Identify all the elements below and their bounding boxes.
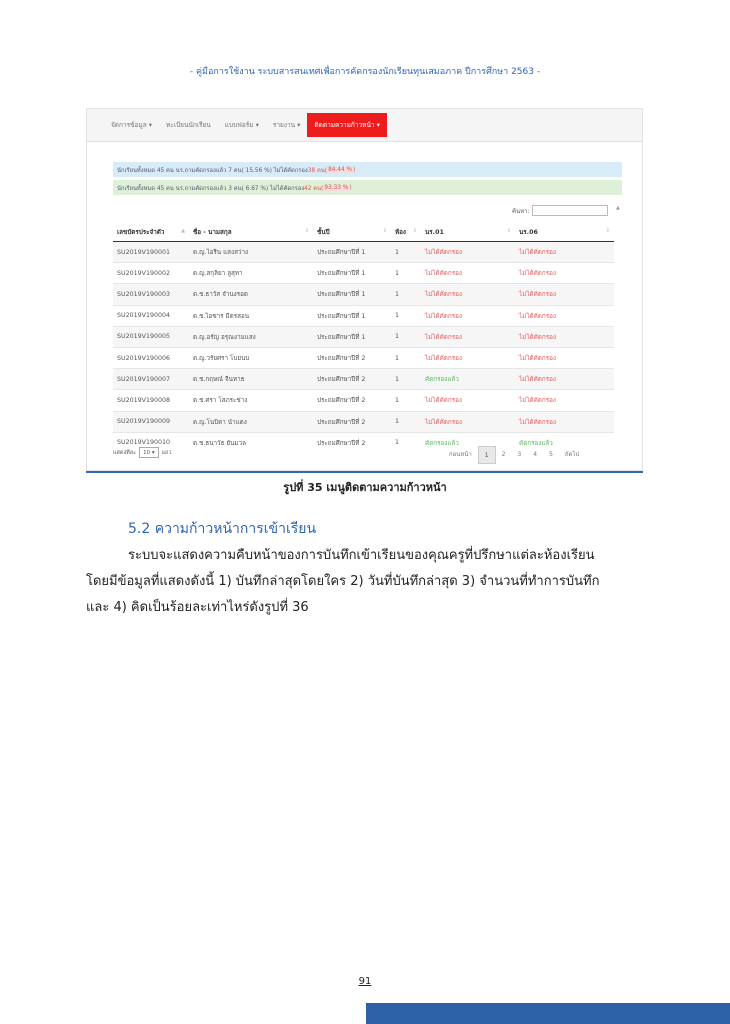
- table-body: [113, 242, 614, 453]
- pagination-next[interactable]: ถัดไป: [564, 451, 580, 458]
- sort-icon: ⇕: [506, 228, 511, 234]
- sort-icon: ⇕: [412, 228, 417, 234]
- sort-icon: ⇕: [382, 228, 387, 234]
- pagination-page-2[interactable]: 2: [501, 450, 506, 458]
- cell-room: 1: [391, 411, 421, 432]
- screenshot-figure: [86, 108, 643, 471]
- cell-student-name: ด.ญ.สกุลิยา ลูสุทา: [189, 263, 313, 284]
- table-row[interactable]: [113, 284, 614, 305]
- cell-nr06-status: ไม่ได้คัดกรอง: [515, 284, 614, 305]
- page-number: 91: [358, 976, 372, 987]
- section-title: 5.2 ความก้าวหน้าการเข้าเรียน: [128, 521, 317, 537]
- cell-student-id: SU2019V190003: [113, 284, 189, 305]
- table-row[interactable]: [113, 347, 614, 368]
- cell-student-name: ด.ช.ศรา โสภระช่าง: [189, 390, 313, 411]
- cell-student-id: SU2019V190007: [113, 369, 189, 390]
- cell-nr06-status: ไม่ได้คัดกรอง: [515, 242, 614, 263]
- paragraph-line: และ 4) คิดเป็นร้อยละเท่าไหร่ดังรูปที่ 36: [86, 600, 309, 615]
- cell-nr06-status: ไม่ได้คัดกรอง: [515, 347, 614, 368]
- pagination-page-1[interactable]: 1: [478, 446, 496, 464]
- cell-room: 1: [391, 242, 421, 263]
- cell-nr01-status: ไม่ได้คัดกรอง: [421, 263, 515, 284]
- cell-grade: ประถมศึกษาปีที่ 2: [313, 347, 391, 368]
- cell-grade: ประถมศึกษาปีที่ 2: [313, 369, 391, 390]
- cell-nr01-status: ไม่ได้คัดกรอง: [421, 411, 515, 432]
- nav-item-forms[interactable]: แบบฟอร์ม ▾: [224, 121, 259, 129]
- column-header-name[interactable]: ชื่อ - นามสกุล ⇕: [189, 223, 313, 242]
- sort-asc-icon: ▲: [181, 228, 185, 234]
- pagination-page-5[interactable]: 5: [549, 450, 553, 458]
- cell-grade: ประถมศึกษาปีที่ 1: [313, 305, 391, 326]
- cell-nr06-status: ไม่ได้คัดกรอง: [515, 390, 614, 411]
- table-row[interactable]: [113, 263, 614, 284]
- paragraph-line: ระบบจะแสดงความคืบหน้าของการบันทึกเข้าเรียนของคุณครูที่ปรึกษาแต่ละห้องเรียน: [128, 548, 595, 563]
- search-group: [512, 205, 608, 216]
- cell-nr06-status: ไม่ได้คัดกรอง: [515, 326, 614, 347]
- cell-room: 1: [391, 390, 421, 411]
- alert-close-paren: ): [349, 184, 352, 191]
- column-header-grade[interactable]: ชั้นปี ⇕: [313, 223, 391, 242]
- figure-bottom-rule: [86, 471, 643, 473]
- cell-room: 1: [391, 305, 421, 326]
- cell-student-id: SU2019V190008: [113, 390, 189, 411]
- cell-grade: ประถมศึกษาปีที่ 2: [313, 411, 391, 432]
- table-row[interactable]: [113, 369, 614, 390]
- alert-close-paren: ): [353, 166, 356, 173]
- figure-caption: รูปที่ 35 เมนูติดตามความก้าวหน้า: [283, 481, 447, 494]
- pagination-page-4[interactable]: 4: [533, 450, 538, 458]
- chevron-down-icon: ▾: [151, 449, 155, 456]
- cell-student-name: ด.ช.ธาวัส จำนงรอด: [189, 284, 313, 305]
- table-row[interactable]: [113, 305, 614, 326]
- alert-count: 42 คน(: [304, 185, 324, 192]
- cell-grade: ประถมศึกษาปีที่ 1: [313, 284, 391, 305]
- cell-room: 1: [391, 432, 421, 453]
- cell-room: 1: [391, 347, 421, 368]
- cell-grade: ประถมศึกษาปีที่ 1: [313, 326, 391, 347]
- pagination: [443, 446, 585, 464]
- cell-student-name: ด.ช.กฤษณ์ จีนทาธ: [189, 369, 313, 390]
- cell-nr06-status: ไม่ได้คัดกรอง: [515, 263, 614, 284]
- body-paragraph: [86, 543, 648, 621]
- cell-student-id: SU2019V190010: [113, 432, 189, 453]
- cell-nr01-status: คัดกรองแล้ว: [421, 369, 515, 390]
- page-length-suffix: แถว: [161, 449, 172, 456]
- progress-table: [113, 223, 614, 453]
- cell-student-name: ด.ญ.ไอรีน แสงสว่าง: [189, 242, 313, 263]
- table-row[interactable]: [113, 390, 614, 411]
- column-header-room[interactable]: ห้อง ⇕: [391, 223, 421, 242]
- table-row[interactable]: [113, 242, 614, 263]
- cell-nr06-status: คัดกรองแล้ว: [515, 432, 614, 453]
- column-header-nr01[interactable]: นร.01 ⇕: [421, 223, 515, 242]
- document-header: - คู่มือการใช้งาน ระบบสารสนเทศเพื่อการคัดกรองนักเรียนทุนเสมอภาค ปีการศึกษา 2563 -: [189, 67, 541, 77]
- pagination-page-3[interactable]: 3: [517, 450, 522, 458]
- cell-grade: ประถมศึกษาปีที่ 2: [313, 432, 391, 453]
- cell-room: 1: [391, 284, 421, 305]
- cell-student-name: ด.ญ.อรัญ อรุณงามแสง: [189, 326, 313, 347]
- cell-nr01-status: คัดกรองแล้ว: [421, 432, 515, 453]
- search-input[interactable]: [532, 205, 608, 216]
- nav-item-student-registry[interactable]: ทะเบียนนักเรียน: [166, 121, 211, 129]
- search-label: ค้นหา:: [512, 207, 530, 215]
- cell-room: 1: [391, 326, 421, 347]
- alert-summary-info: [113, 162, 622, 177]
- table-header-row: [113, 223, 614, 242]
- cell-nr01-status: ไม่ได้คัดกรอง: [421, 305, 515, 326]
- cell-student-name: ด.ญ.โนบิตา นำแดง: [189, 411, 313, 432]
- sort-icon: ⇕: [304, 228, 309, 234]
- alert-text: นักเรียนทั้งหมด 45 คน นร.ถามคัดกรองแล้ว 7 คน( 15.56 %) ไม่ได้คัดกรอง: [117, 167, 308, 174]
- paragraph-line: โดยมีข้อมูลที่แสดงดังนี้ 1) บันทึกล่าสุดโดยใคร 2) วันที่บันทึกล่าสุด 3) จำนวนที่ทำการบันทึก: [86, 574, 600, 589]
- cell-nr06-status: ไม่ได้คัดกรอง: [515, 369, 614, 390]
- column-header-id[interactable]: เลขบัตรประจำตัว ▲: [113, 223, 189, 242]
- nav-item-manage-data[interactable]: จัดการข้อมูล ▾: [111, 121, 153, 129]
- alert-summary-success: [113, 180, 622, 195]
- cell-student-id: SU2019V190001: [113, 242, 189, 263]
- cell-room: 1: [391, 369, 421, 390]
- page-length-prefix: แสดงทีละ: [113, 449, 137, 456]
- cell-nr01-status: ไม่ได้คัดกรอง: [421, 242, 515, 263]
- scroll-up-icon[interactable]: ▲: [616, 205, 620, 211]
- nav-item-progress[interactable]: ติดตามความก้าวหน้า ▾: [307, 113, 386, 137]
- cell-nr01-status: ไม่ได้คัดกรอง: [421, 284, 515, 305]
- table-row[interactable]: [113, 411, 614, 432]
- table-row[interactable]: [113, 326, 614, 347]
- page-length-control: [113, 447, 172, 458]
- cell-student-id: SU2019V190009: [113, 411, 189, 432]
- cell-room: 1: [391, 263, 421, 284]
- cell-student-id: SU2019V190005: [113, 326, 189, 347]
- column-header-nr06[interactable]: นร.06 ⇕: [515, 223, 614, 242]
- navbar: [87, 109, 642, 142]
- cell-nr06-status: ไม่ได้คัดกรอง: [515, 305, 614, 326]
- cell-student-name: ด.ช.ไอซาร มีตรสอน: [189, 305, 313, 326]
- cell-nr01-status: ไม่ได้คัดกรอง: [421, 326, 515, 347]
- cell-student-name: ด.ช.ธนาวัธ ยันมวล: [189, 432, 313, 453]
- cell-student-id: SU2019V190002: [113, 263, 189, 284]
- alert-count: 38 คน(: [307, 167, 328, 174]
- cell-student-id: SU2019V190004: [113, 305, 189, 326]
- cell-nr01-status: ไม่ได้คัดกรอง: [421, 390, 515, 411]
- cell-student-id: SU2019V190006: [113, 347, 189, 368]
- pagination-previous[interactable]: ก่อนหน้า: [449, 451, 472, 458]
- nav-item-reports[interactable]: รายงาน ▾: [272, 121, 301, 129]
- cell-student-name: ด.ญ.วรัยศรา โบยนบ: [189, 347, 313, 368]
- alert-text: นักเรียนทั้งหมด 45 คน นร.ถามคัดกรองแล้ว 3 คน( 6.67 %) ไม่ได้คัดกรอง: [117, 185, 305, 192]
- cell-grade: ประถมศึกษาปีที่ 2: [313, 390, 391, 411]
- footer-bar: [366, 1003, 730, 1024]
- cell-nr01-status: ไม่ได้คัดกรอง: [421, 347, 515, 368]
- alert-percent: 93.33 %: [324, 184, 349, 191]
- sort-icon: ⇕: [605, 228, 610, 234]
- cell-nr06-status: ไม่ได้คัดกรอง: [515, 411, 614, 432]
- cell-grade: ประถมศึกษาปีที่ 1: [313, 263, 391, 284]
- alert-percent: 84.44 %: [328, 166, 353, 173]
- page-length-select[interactable]: 10 ▾: [139, 447, 159, 458]
- cell-grade: ประถมศึกษาปีที่ 1: [313, 242, 391, 263]
